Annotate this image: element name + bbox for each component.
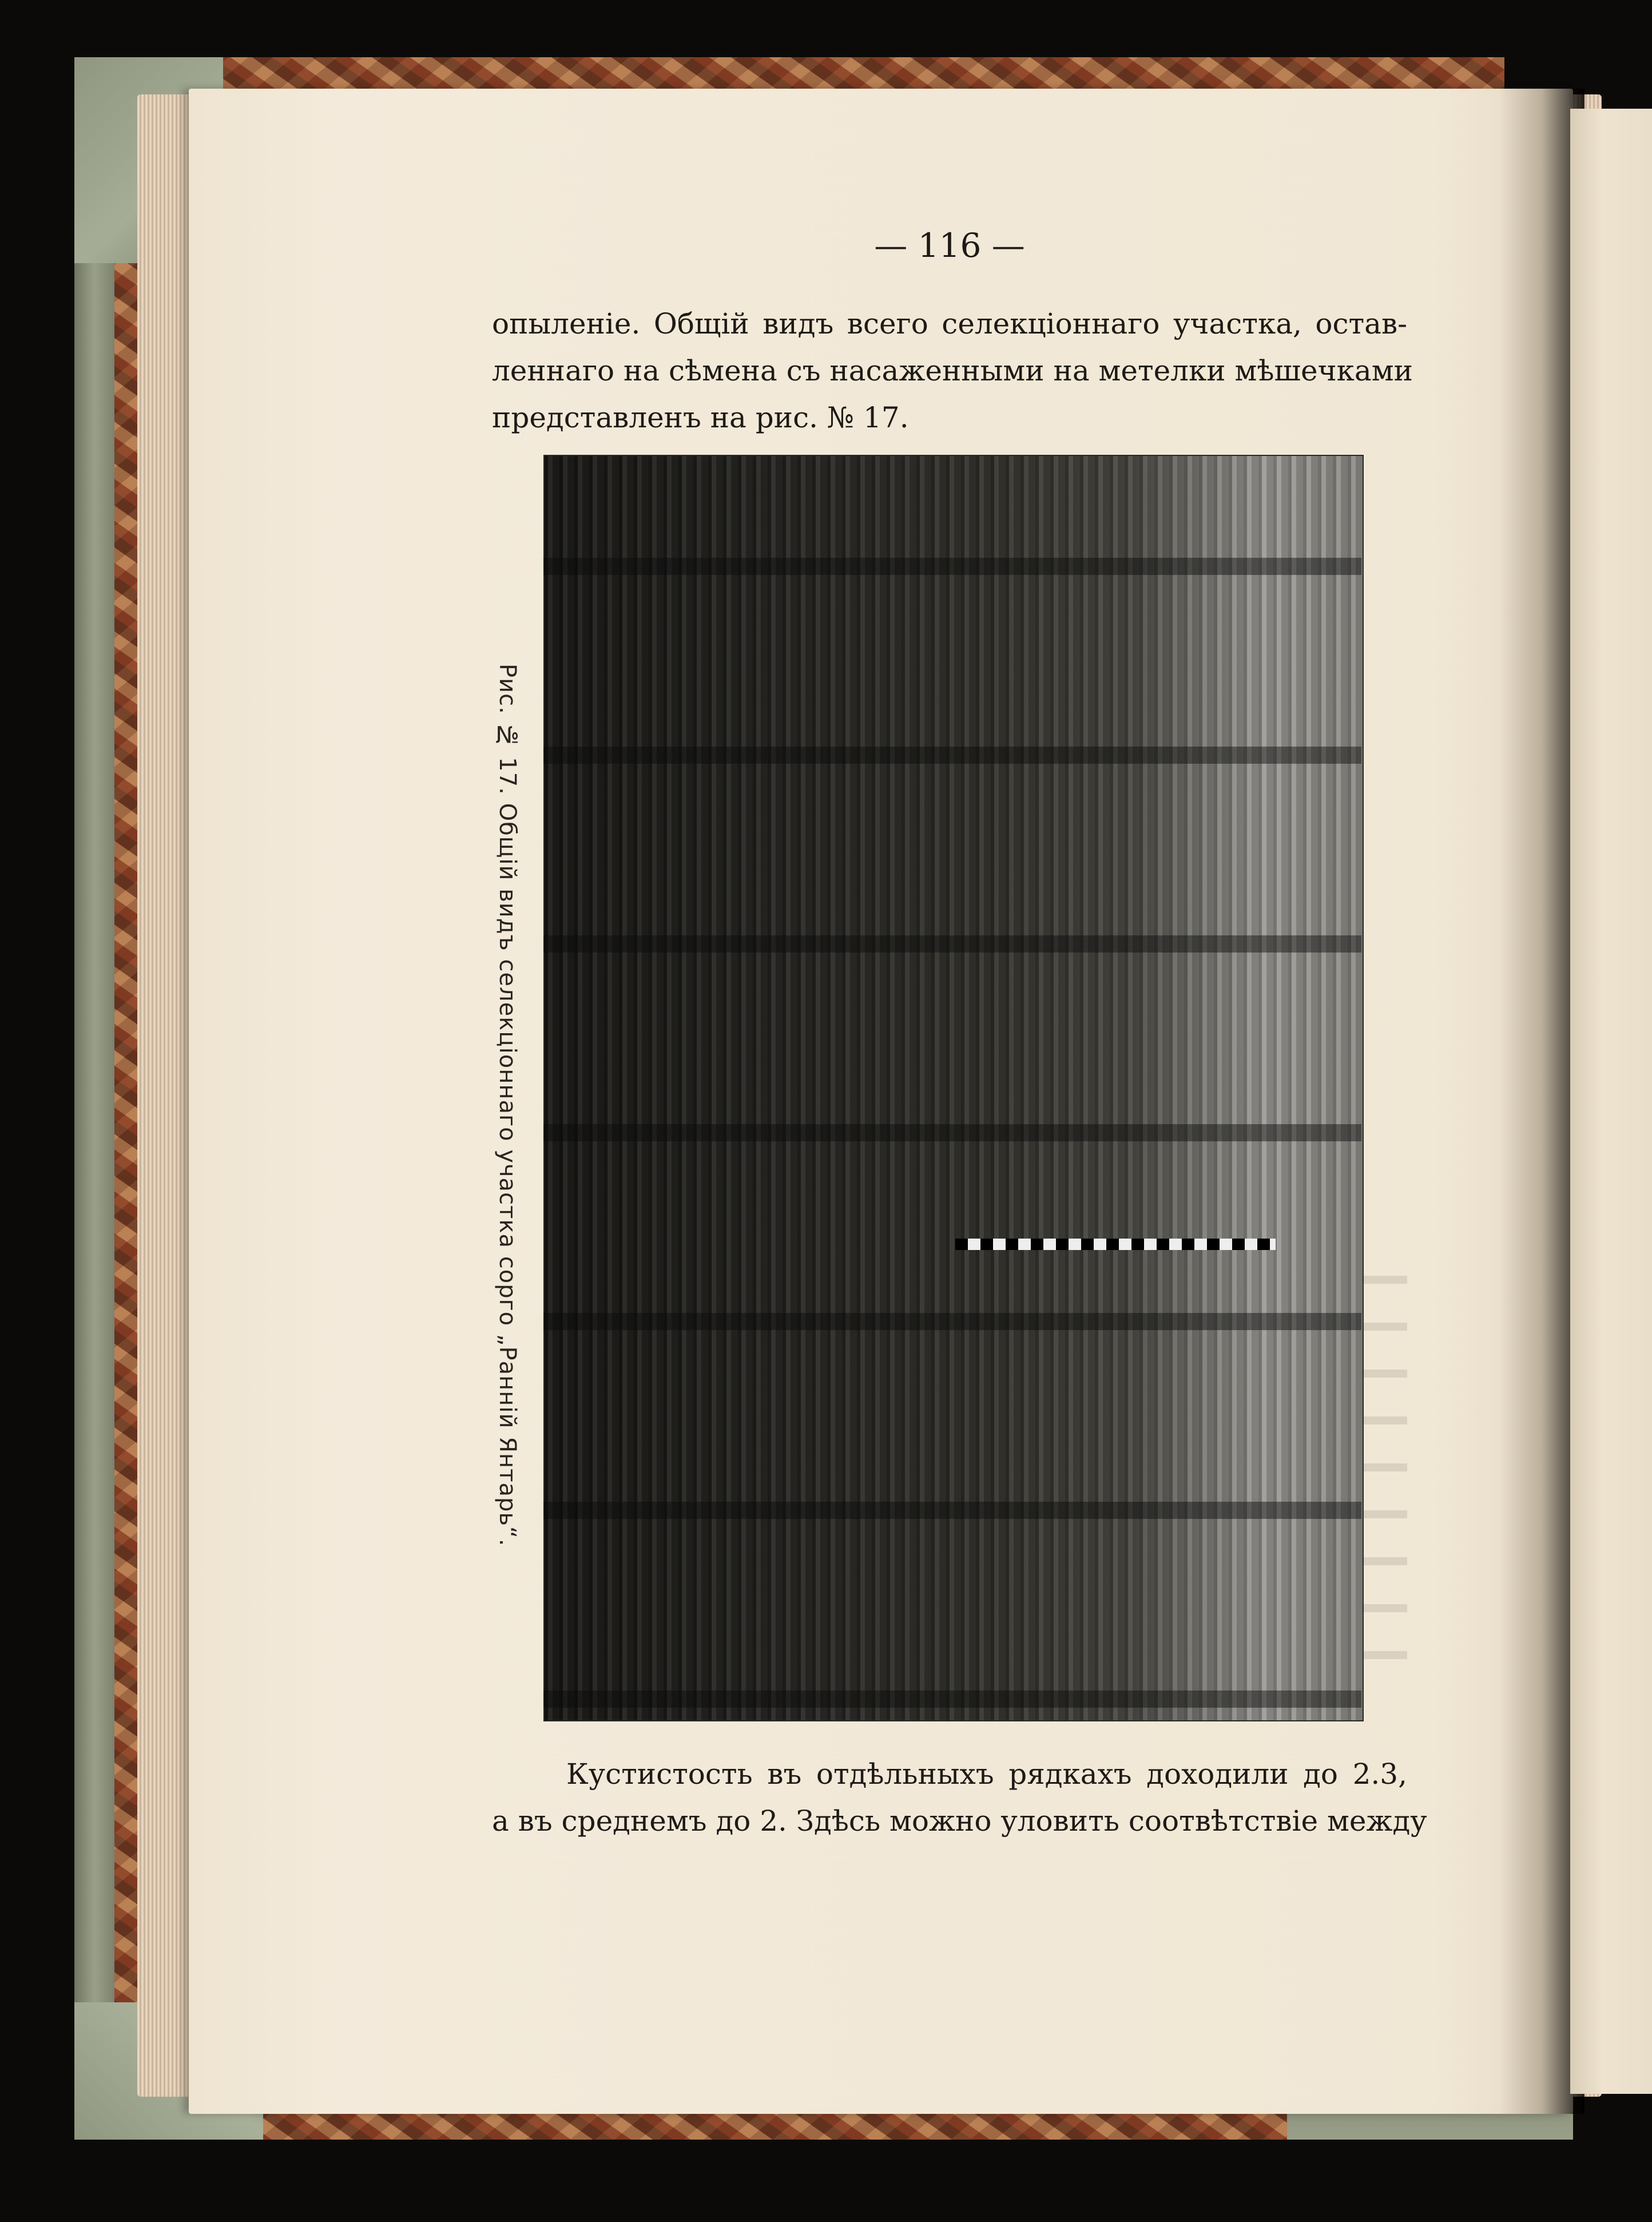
facing-page-edge [1570,109,1652,2094]
figure-caption: Рис. № 17. Общій видъ селекціоннаго участка сорго „Ранній Янтарь“. [494,664,521,1547]
intro-line-2: леннаго на сѣмена съ насаженными на метелки мѣшечками [492,354,1413,387]
closing-line-2: а въ среднемъ до 2. Здѣсь можно уловить соотвѣтствіе между [492,1804,1427,1838]
book-spine [74,57,114,2140]
figure-photo-plant-rows [543,455,1361,1719]
figure-measuring-pole [955,1239,1276,1250]
intro-paragraph [492,300,1413,441]
intro-line-3: представленъ на рис. № 17. [492,401,909,434]
page-number: — 116 — [874,226,1025,265]
closing-paragraph [492,1751,1427,1844]
intro-line-1: опыленіе. Общій видъ всего селекціоннаго участка, остав- [492,307,1407,340]
closing-line-1: Кустистость въ отдѣльныхъ рядкахъ доходили до 2.3, [566,1757,1407,1791]
